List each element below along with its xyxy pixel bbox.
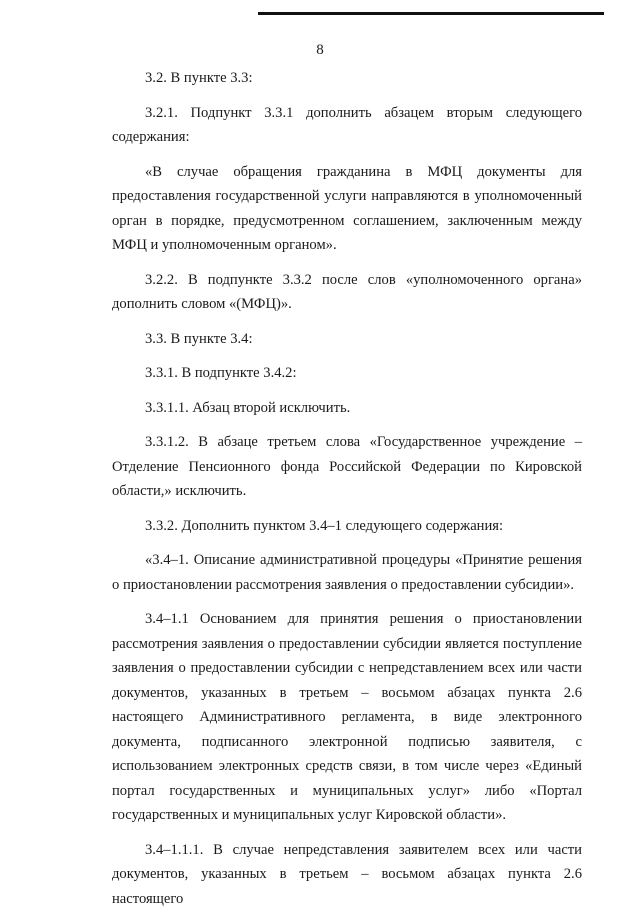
paragraph-3-4-1: «3.4–1. Описание административной процедуры «Принятие решения о приостановлении рассмотрения заявления о предоставлении субсидии». <box>112 548 582 597</box>
paragraph-3-4-1-1: 3.4–1.1 Основанием для принятия решения о приостановлении рассмотрения заявления о предоставлении субсидии является поступление заявления о предоставлении субсидии с непредставлением всех или части документов, указанных в третьем – восьмом абзацах пункта 2.6 настоящего Административного регламента, в виде электронного документа, подписанного электронной подписью заявителя, с использованием электронных средств связи, в том числе через «Единый портал государственных и муниципальных услуг» либо «Портал государственных и муниципальных услуг Кировской области». <box>112 607 582 828</box>
paragraph-3-3: 3.3. В пункте 3.4: <box>112 327 582 352</box>
page-number: 8 <box>0 42 640 59</box>
paragraph-3-3-1-2: 3.3.1.2. В абзаце третьем слова «Государственное учреждение – Отделение Пенсионного фонда Российской Федерации по Кировской области,» исключить. <box>112 430 582 504</box>
paragraph-3-2-2: 3.2.2. В подпункте 3.3.2 после слов «уполномоченного органа» дополнить словом «(МФЦ)». <box>112 268 582 317</box>
paragraph-3-3-2: 3.3.2. Дополнить пунктом 3.4–1 следующего содержания: <box>112 514 582 539</box>
paragraph-3-2: 3.2. В пункте 3.3: <box>112 66 582 91</box>
paragraph-3-2-1: 3.2.1. Подпункт 3.3.1 дополнить абзацем вторым следующего содержания: <box>112 101 582 150</box>
paragraph-3-4-1-1-1: 3.4–1.1.1. В случае непредставления заявителем всех или части документов, указанных в третьем – восьмом абзацах пункта 2.6 настоящего <box>112 838 582 911</box>
paragraph-3-3-1-1: 3.3.1.1. Абзац второй исключить. <box>112 396 582 421</box>
top-rule <box>258 12 604 15</box>
paragraph-quote-mfc: «В случае обращения гражданина в МФЦ документы для предоставления государственной услуги направляются в уполномоченный орган в порядке, предусмотренном соглашением, заключенным между МФЦ и уполномоченным органом». <box>112 160 582 258</box>
document-body <box>112 66 582 911</box>
paragraph-3-3-1: 3.3.1. В подпункте 3.4.2: <box>112 361 582 386</box>
